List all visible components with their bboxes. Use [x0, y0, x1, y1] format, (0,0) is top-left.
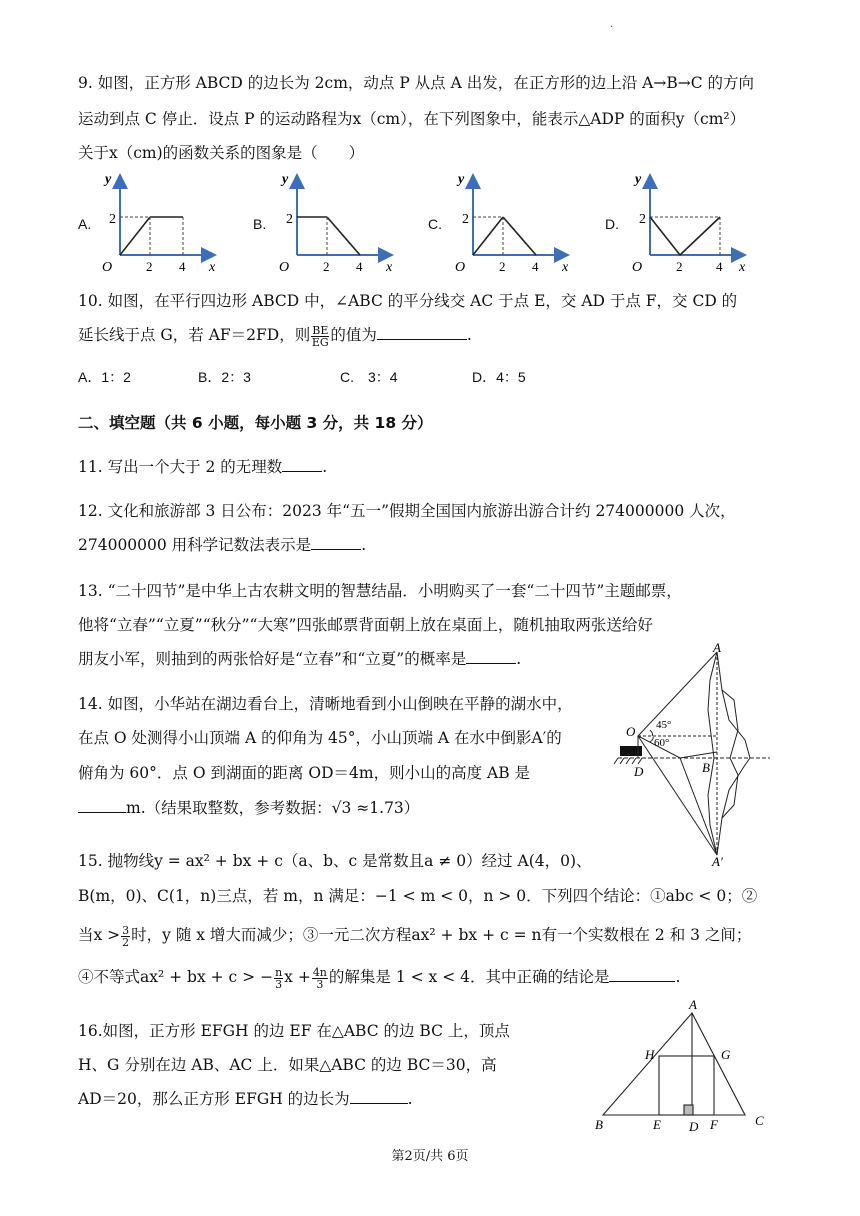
q14-figure — [610, 640, 780, 870]
q16-figure — [585, 995, 770, 1135]
svg-text:x: x — [386, 260, 393, 275]
graph-b — [279, 172, 393, 275]
q16-line3: AD＝20，那么正方形 EFGH 的边长为 . — [78, 1090, 413, 1108]
q10-line1: 10. 如图，在平行四边形 ABCD 中，∠ABC 的平分线交 AC 于点 E，交 AD 于点 F，交 CD 的 — [78, 292, 738, 310]
q14-line1: 14. 如图，小华站在湖边看台上，清晰地看到小山倒映在平静的湖水中， — [78, 695, 573, 713]
q14-line3: 俯角为 60°．点 O 到湖面的距离 OD＝4m，则小山的高度 AB 是 — [78, 764, 531, 782]
svg-text:O: O — [102, 260, 113, 275]
svg-text:E: E — [653, 1117, 661, 1132]
svg-text:2: 2 — [286, 212, 293, 227]
svg-text:2: 2 — [109, 212, 116, 227]
q13-line1: 13. “二十四节”是中华上古农耕文明的智慧结晶．小明购买了一套“二十四节”主题邮票， — [78, 582, 682, 600]
graph-a — [102, 172, 216, 275]
svg-text:2: 2 — [639, 212, 646, 227]
page-footer: 第2页/共 6页 — [391, 1149, 469, 1164]
q9-line2: 运动到点 C 停止．设点 P 的运动路程为x（cm），在下列图象中，能表示△ADP 的面积y（cm²） — [78, 110, 746, 128]
q15-answer-blank[interactable] — [609, 967, 675, 982]
graph-d — [632, 172, 746, 275]
q10-answer-blank[interactable] — [377, 325, 467, 340]
q9-line1: 9. 如图，正方形 ABCD 的边长为 2cm，动点 P 从点 A 出发，在正方形的边上沿 A→B→C 的方向 — [78, 74, 755, 92]
svg-text:4: 4 — [356, 259, 363, 274]
svg-text:H: H — [645, 1047, 655, 1062]
svg-text:2: 2 — [499, 259, 506, 274]
svg-text:D: D — [634, 764, 644, 779]
q15-frac1: $\frac{3}{2}$ — [122, 923, 130, 949]
svg-text:G: G — [721, 1047, 731, 1062]
svg-text:x: x — [739, 260, 746, 275]
svg-text:y: y — [635, 172, 642, 187]
svg-text:y: y — [105, 172, 112, 187]
q16-line1: 16.如图，正方形 EFGH 的边 EF 在△ABC 的边 BC 上，顶点 — [78, 1022, 510, 1040]
q13-answer-blank[interactable] — [466, 649, 516, 664]
q16-line2: H、G 分别在边 AB、AC 上．如果△ABC 的边 BC＝30，高 — [78, 1056, 497, 1074]
q9-line3: 关于x（cm)的函数关系的图象是（ ） — [78, 144, 365, 162]
svg-text:x: x — [209, 260, 216, 275]
q11-answer-blank[interactable] — [282, 457, 322, 472]
q15-frac2: $\frac{n}{3}$ — [275, 965, 283, 991]
q15-line1: 15. 抛物线y = ax² + bx + c（a、b、c 是常数且a ≠ 0）经过 A(4，0)、 — [78, 852, 592, 870]
svg-text:60°: 60° — [654, 737, 670, 749]
q14-line4: m.（结果取整数，参考数据：√3 ≈1.73） — [78, 797, 419, 819]
q9-option-c-label[interactable]: C. — [428, 216, 442, 232]
svg-text:A′: A′ — [712, 854, 723, 869]
svg-text:C: C — [755, 1113, 764, 1128]
q12-answer-blank[interactable] — [311, 535, 361, 550]
svg-text:B: B — [702, 760, 710, 775]
svg-text:4: 4 — [716, 259, 723, 274]
svg-text:4: 4 — [179, 259, 186, 274]
svg-text:x: x — [562, 260, 569, 275]
svg-text:O: O — [455, 260, 466, 275]
svg-text:y: y — [282, 172, 289, 187]
q16-answer-blank[interactable] — [350, 1089, 408, 1104]
q15-line2: B(m，0)、C(1，n)三点，若 m，n 满足：−1 < m < 0，n > 0．下列四个结论：①abc < 0；② — [78, 887, 758, 905]
q9-graphs — [0, 165, 860, 280]
svg-text:2: 2 — [146, 259, 153, 274]
q9-option-d-label[interactable]: D. — [605, 216, 619, 232]
q13-line2: 他将“立春”“立夏”“秋分”“大寒”四张邮票背面朝上放在桌面上，随机抽取两张送给好 — [78, 616, 653, 634]
svg-text:D: D — [689, 1119, 699, 1134]
q15-line4: ④不等式ax² + bx + c > − $\frac{n}{3}$ x + $\frac{4n}{3}$ 的解集是 1 < x < 4．其中正确的结论是 . — [78, 965, 681, 991]
svg-text:O: O — [632, 260, 643, 275]
q12-line2: 274000000 用科学记数法表示是 . — [78, 536, 367, 554]
svg-text:45°: 45° — [656, 719, 672, 731]
q15-frac3: $\frac{4n}{3}$ — [312, 965, 327, 991]
svg-text:O: O — [626, 724, 636, 739]
platform-block — [620, 746, 642, 756]
q10-fraction: $\frac{BE}{EG}$ — [311, 323, 329, 349]
svg-text:4: 4 — [532, 259, 539, 274]
q15-line3: 当x > $\frac{3}{2}$ 时，y 随 x 增大而减少；③一元二次方程ax² + bx + c = n有一个实数根在 2 和 3 之间； — [78, 923, 752, 949]
svg-text:2: 2 — [462, 212, 469, 227]
q11: 11. 写出一个大于 2 的无理数 . — [78, 458, 328, 476]
q10-option-a[interactable]: A．1：2 — [78, 369, 131, 385]
q14-line2: 在点 O 处测得小山顶端 A 的仰角为 45°，小山顶端 A 在水中倒影A′的 — [78, 729, 562, 747]
svg-text:y: y — [458, 172, 465, 187]
section-title: 二、填空题（共 6 小题，每小题 3 分，共 18 分） — [78, 414, 433, 432]
svg-text:2: 2 — [323, 259, 330, 274]
q14-answer-blank[interactable] — [78, 798, 126, 813]
q9-option-b-label[interactable]: B. — [253, 216, 267, 232]
q13-line3: 朋友小军，则抽到的两张恰好是“立春”和“立夏”的概率是 . — [78, 650, 522, 668]
svg-text:A: A — [713, 640, 721, 655]
svg-text:O: O — [279, 260, 290, 275]
top-mark: · — [610, 22, 614, 33]
graph-c — [455, 172, 569, 275]
q12-line1: 12. 文化和旅游部 3 日公布：2023 年“五一”假期全国国内旅游出游合计约 274000000 人次， — [78, 502, 736, 520]
q10-option-d[interactable]: D．4：5 — [472, 369, 526, 385]
svg-text:B: B — [595, 1117, 603, 1132]
q10-option-c[interactable]: C. 3：4 — [340, 369, 398, 385]
svg-text:F: F — [710, 1117, 718, 1132]
q9-option-a-label[interactable]: A. — [78, 216, 92, 232]
svg-text:A: A — [689, 997, 697, 1012]
q10-line2: 延长线于点 G，若 AF＝2FD，则 $\frac{BE}{EG}$ 的值为 . — [78, 323, 472, 349]
svg-text:2: 2 — [676, 259, 683, 274]
q10-option-b[interactable]: B．2：3 — [198, 369, 251, 385]
